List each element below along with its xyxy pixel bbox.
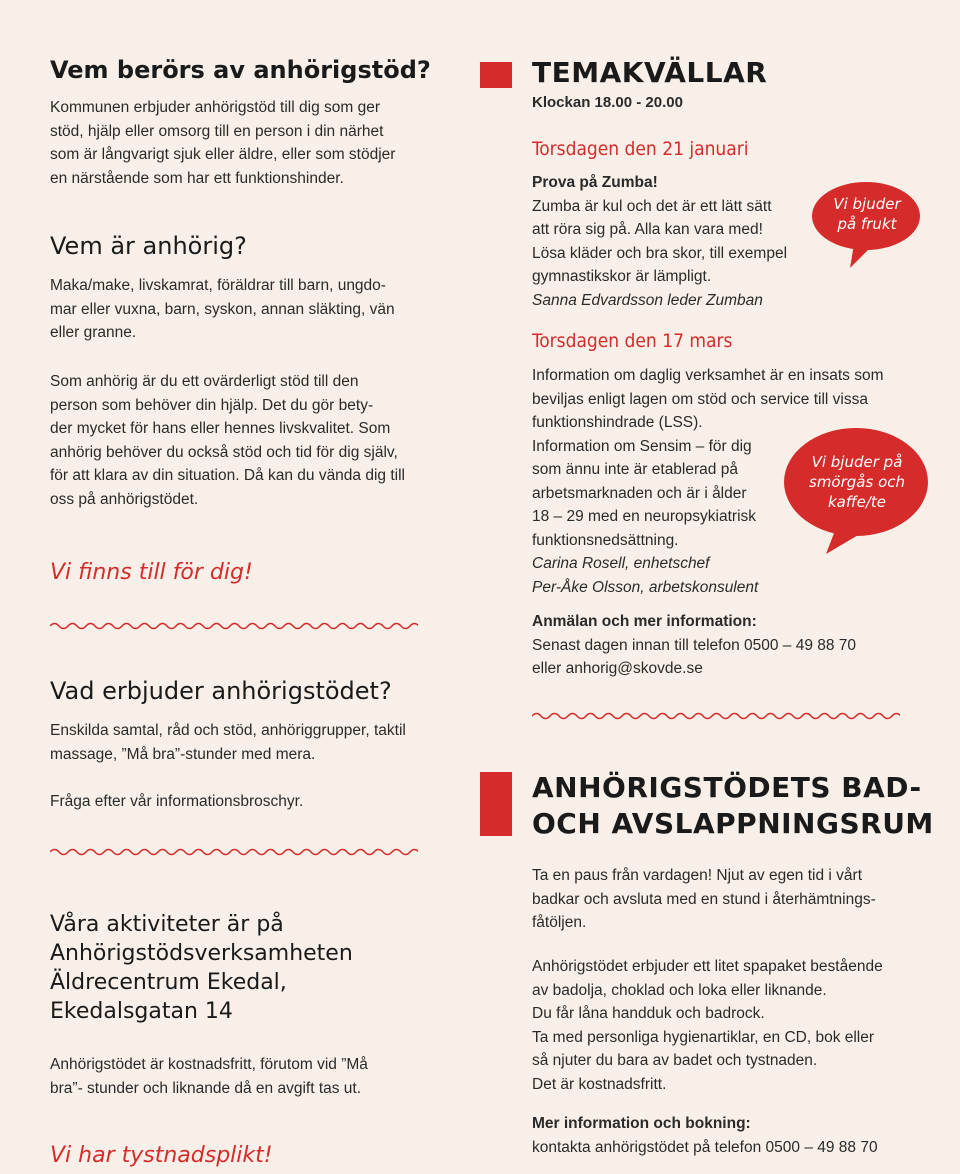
relative-line: eller granne. — [50, 324, 137, 341]
signup-title: Anmälan och mer information: — [532, 613, 757, 630]
tagline: Vi finns till för dig! — [50, 560, 253, 585]
spa-body — [532, 955, 883, 1096]
event2-speaker: Carina Rosell, enhetschef — [532, 555, 710, 572]
booking-line: kontakta anhörigstödet på telefon 0500 – 49 88 70 — [532, 1138, 878, 1156]
support-line: der mycket för hans eller hennes livskvalitet. Som — [50, 420, 391, 437]
relative-heading: Vem är anhörig? — [50, 232, 247, 260]
spa-intro-line: fåtöljen. — [532, 914, 587, 931]
wave-line — [50, 850, 418, 855]
wave-divider — [50, 846, 418, 858]
who-line: en närstående som har ett funktionshinder. — [50, 169, 344, 187]
spa-body-line: så njuter du bara av badet och tystnaden. — [532, 1052, 818, 1069]
event2-date: Torsdagen den 17 mars — [532, 330, 733, 352]
time-text: Klockan 18.00 - 20.00 — [532, 94, 683, 111]
spa-intro-line: Ta en paus från vardagen! Njut av egen tid i vårt — [532, 867, 863, 884]
free-line: bra”- stunder och liknande då en avgift tas ut. — [50, 1079, 362, 1097]
event2-speaker: Per-Åke Olsson, arbetskonsulent — [532, 578, 759, 596]
event1-line: Lösa kläder och bra skor, till exempel — [532, 244, 788, 262]
bubble1-line: på frukt — [837, 215, 897, 233]
offer-text — [50, 719, 406, 766]
brochure-text: Fråga efter vår informationsbroschyr. — [50, 793, 304, 810]
spa-body-line: av badolja, choklad och loka eller liknande. — [532, 981, 827, 999]
bubble2-line: kaffe/te — [827, 493, 887, 511]
theme-heading: TEMAKVÄLLAR — [532, 56, 768, 89]
event2-line: arbetsmarknaden och är i ålder — [532, 484, 747, 502]
event2-line: 18 – 29 med en neuropsykiatrisk — [532, 508, 757, 525]
free-line: Anhörigstödet är kostnadsfritt, förutom vid ”Må — [50, 1056, 368, 1073]
location-line: Anhörigstödsverksamheten — [50, 941, 353, 966]
spa-body-line: Ta med personliga hygienartiklar, en CD, bok eller — [532, 1028, 875, 1046]
spa-body-line: Du får låna handduk och badrock. — [532, 1005, 765, 1022]
event2-line: funktionshindrade (LSS). — [532, 414, 703, 431]
wave-line — [532, 714, 900, 719]
bubble2-line: Vi bjuder på — [811, 453, 903, 471]
event1-date: Torsdagen den 21 januari — [532, 138, 749, 160]
who-heading: Vem berörs av anhörigstöd? — [50, 56, 431, 84]
free-text — [50, 1053, 368, 1100]
event1-title: Prova på Zumba! — [532, 174, 658, 191]
spa-body-line: Det är kostnadsfritt. — [532, 1075, 667, 1093]
support-line: anhörig behöver du också stöd och tid för dig själv, — [50, 443, 398, 461]
relative-line: mar eller vuxna, barn, syskon, annan släkting, vän — [50, 300, 395, 318]
offer-line: Enskilda samtal, råd och stöd, anhöriggrupper, taktil — [50, 722, 406, 739]
location-line: Våra aktiviteter är på — [50, 912, 284, 937]
wave-line — [50, 624, 418, 629]
event2-line: som ännu inte är etablerad på — [532, 461, 738, 478]
booking-block — [532, 1112, 878, 1159]
wave-divider — [50, 620, 418, 632]
signup-block — [532, 610, 856, 681]
bubble1-text — [812, 194, 922, 234]
event1-leader: Sanna Edvardsson leder Zumban — [532, 291, 763, 309]
who-line: stöd, hjälp eller omsorg till en person i din närhet — [50, 122, 384, 140]
wave-divider — [532, 710, 900, 722]
spa-heading-line: OCH AVSLAPPNINGSRUM — [532, 807, 934, 840]
bubble2-text — [784, 452, 930, 512]
bubble1-line: Vi bjuder — [833, 195, 901, 213]
spa-intro — [532, 864, 876, 935]
section-marker — [480, 62, 512, 88]
who-line: Kommunen erbjuder anhörigstöd till dig som ger — [50, 99, 380, 116]
spa-heading — [532, 770, 934, 842]
secrecy-note: Vi har tystnadsplikt! — [50, 1143, 273, 1168]
bubble2-line: smörgås och — [809, 473, 905, 491]
signup-line: Senast dagen innan till telefon 0500 – 49 88 70 — [532, 636, 857, 654]
relative-text — [50, 274, 395, 345]
booking-title: Mer information och bokning: — [532, 1115, 751, 1132]
event2-line: Information om daglig verksamhet är en insats som — [532, 367, 884, 384]
event1-line: gymnastikskor är lämpligt. — [532, 268, 712, 285]
event1-line: att röra sig på. Alla kan vara med! — [532, 221, 763, 238]
support-line: person som behöver din hjälp. Det du gör bety- — [50, 396, 374, 414]
relative-line: Maka/make, livskamrat, föräldrar till barn, ungdo- — [50, 277, 386, 294]
location-block — [50, 910, 353, 1026]
spa-body-line: Anhörigstödet erbjuder ett litet spapaket bestående — [532, 958, 883, 975]
event2-line: funktionsnedsättning. — [532, 531, 679, 549]
support-line: för att klara av din situation. Då kan du vända dig till — [50, 467, 405, 484]
event2-line: beviljas enligt lagen om stöd och service till vissa — [532, 390, 868, 408]
spa-intro-line: badkar och avsluta med en stund i återhämtnings- — [532, 890, 876, 908]
offer-heading: Vad erbjuder anhörigstödet? — [50, 677, 392, 705]
event1-line: Zumba är kul och det är ett lätt sätt — [532, 197, 772, 215]
event1-block — [532, 171, 787, 312]
support-line: Som anhörig är du ett ovärderligt stöd till den — [50, 373, 359, 390]
offer-line: massage, ”Må bra”-stunder med mera. — [50, 745, 316, 763]
who-line: som är långvarigt sjuk eller äldre, eller som stödjer — [50, 146, 396, 163]
section-marker — [480, 772, 512, 836]
location-line: Ekedalsgatan 14 — [50, 999, 233, 1024]
spa-heading-line: ANHÖRIGSTÖDETS BAD- — [532, 771, 922, 804]
location-line: Äldrecentrum Ekedal, — [50, 970, 287, 995]
support-line: oss på anhörigstödet. — [50, 490, 199, 508]
event2-line: Information om Sensim – för dig — [532, 437, 752, 455]
support-text — [50, 370, 405, 511]
signup-line: eller anhorig@skovde.se — [532, 660, 703, 677]
who-text — [50, 96, 395, 190]
